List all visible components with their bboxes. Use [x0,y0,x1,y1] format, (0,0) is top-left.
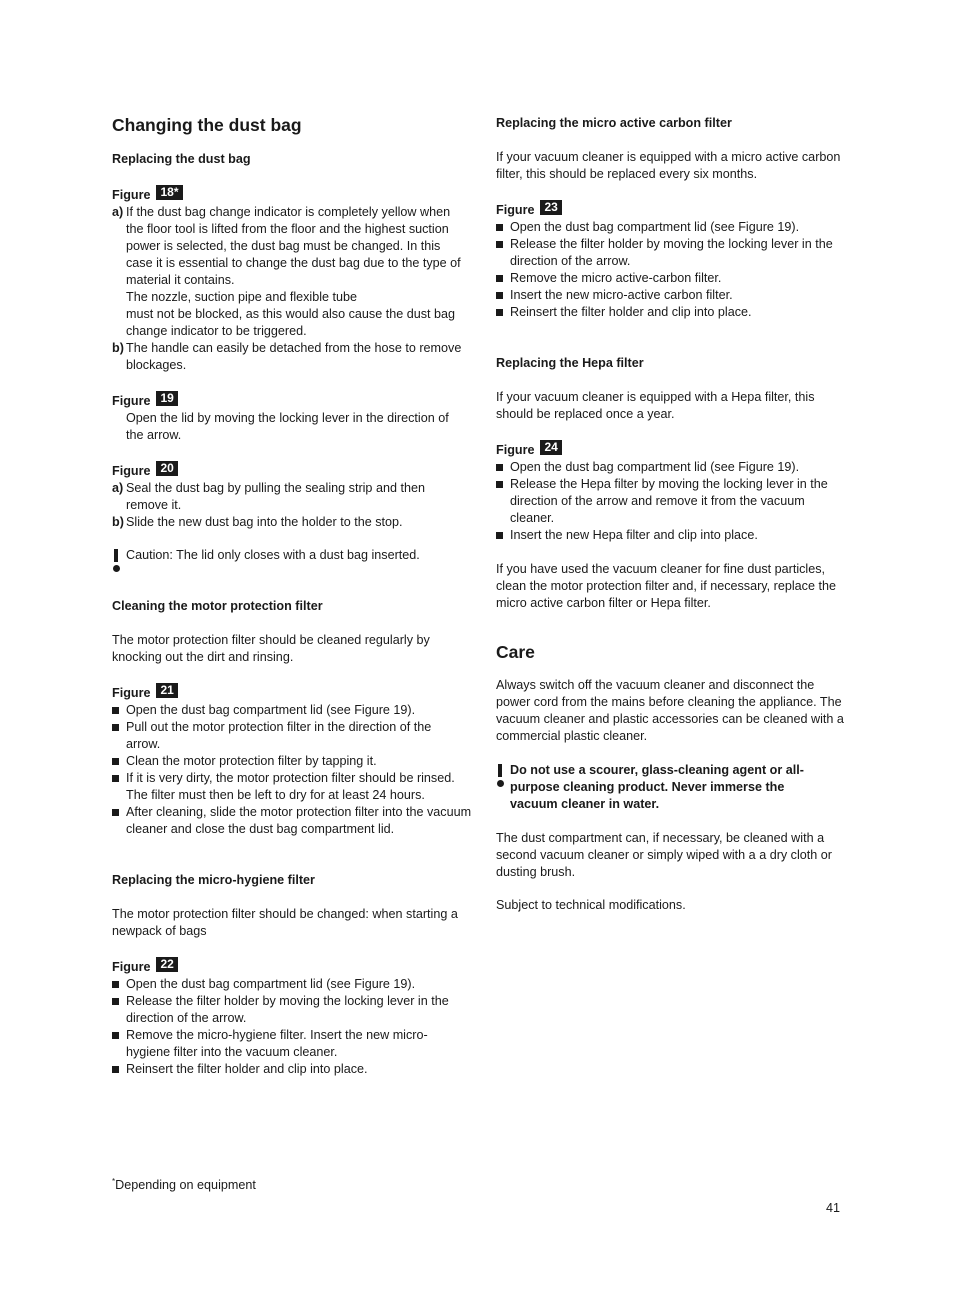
heading-cleaning-motor-filter: Cleaning the motor protection filter [112,599,323,613]
figure-label: Figure [496,443,535,457]
steps-list [112,702,462,787]
figure-number-badge: 22 [156,957,177,972]
list-item: Release the Hepa filter by moving the locking lever in the direction of the arrow and remove it from the vacuum cleaner. [496,476,844,527]
figure-label: Figure [112,464,151,478]
step-a [112,204,462,340]
section-title-care: Care [496,642,535,662]
section-title-changing-dust-bag: Changing the dust bag [112,115,302,135]
bullet-icon [112,724,119,731]
bullet-icon [112,809,119,816]
heading-micro-hygiene-filter: Replacing the micro-hygiene filter [112,873,315,887]
care-warning [496,762,844,813]
exclamation-icon [114,549,119,571]
list-item: Pull out the motor protection filter in the direction of the arrow. [112,719,462,753]
step-text: Slide the new dust bag into the holder to the stop. [126,515,403,529]
list-item: Open the dust bag compartment lid (see Figure 19). [112,976,462,993]
bullet-icon [112,707,119,714]
step-letter: a) [112,205,124,219]
step-b [112,340,462,374]
bullet-icon [112,1032,119,1039]
bullet-icon [496,464,503,471]
figure-label: Figure [112,960,151,974]
list-item: After cleaning, slide the motor protection filter into the vacuum cleaner and close the dust bag compartment lid. [112,804,474,838]
exclamation-icon [498,764,503,786]
bullet-icon [496,275,503,282]
steps-list [496,219,844,321]
bullet-icon [496,241,503,248]
paragraph: The motor protection filter should be cleaned regularly by knocking out the dirt and rinsing. [112,633,430,664]
step-text: The handle can easily be detached from the hose to remove blockages. [126,341,462,372]
step-text: If the dust bag change indicator is completely yellow when the floor tool is lifted from the floor and the highest suction power is selected, the dust bag must be changed. In this case it is essential to change the dust bag due to the type of material it contains. [126,205,461,287]
step-letter: b) [112,515,124,529]
heading-micro-carbon-filter: Replacing the micro active carbon filter [496,116,732,130]
footnote-mark: * [112,1177,116,1186]
list-item: Reinsert the filter holder and clip into place. [112,1061,462,1078]
figure-number-badge: 21 [156,683,177,698]
figure-20-ref [112,461,462,480]
bullet-icon [496,292,503,299]
step-letter: b) [112,341,124,355]
figure-number-badge: 18* [156,185,182,200]
bullet-icon [496,481,503,488]
steps-list [112,976,462,1078]
list-item: Open the dust bag compartment lid (see Figure 19). [496,459,844,476]
heading-replacing-dust-bag: Replacing the dust bag [112,152,251,166]
figure-label: Figure [112,394,151,408]
list-item: Insert the new Hepa filter and clip into place. [496,527,844,544]
list-item: Release the filter holder by moving the locking lever in the direction of the arrow. [496,236,844,270]
right-column [496,114,844,914]
list-item: Release the filter holder by moving the locking lever in the direction of the arrow. [112,993,462,1027]
list-item: Open the dust bag compartment lid (see Figure 19). [112,702,462,719]
step-text: The nozzle, suction pipe and flexible tube [126,290,358,304]
bullet-icon [496,309,503,316]
figure-19-ref [112,391,462,410]
steps-list [496,459,844,544]
paragraph: If your vacuum cleaner is equipped with a Hepa filter, this should be replaced once a year. [496,390,815,421]
caution-text: Caution: The lid only closes with a dust bag inserted. [126,548,420,562]
footnote-text: Depending on equipment [115,1178,256,1193]
bullet-icon [496,532,503,539]
left-column [112,114,472,1078]
list-item: Reinsert the filter holder and clip into place. [496,304,844,321]
paragraph: The motor protection filter should be changed: when starting a newpack of bags [112,907,458,938]
figure-18-ref [112,185,462,204]
steps-list [112,804,472,838]
bullet-icon [112,1066,119,1073]
bullet-icon [112,775,119,782]
step-note: The filter must then be left to dry for at least 24 hours. [126,788,425,802]
step-letter: a) [112,481,124,495]
figure-number-badge: 24 [540,440,561,455]
caution-note [112,547,462,564]
list-item: Remove the micro active-carbon filter. [496,270,844,287]
page-number: 41 [826,1201,841,1215]
step-text: Seal the dust bag by pulling the sealing strip and then remove it. [126,481,425,512]
bullet-icon [496,224,503,231]
list-item: Insert the new micro-active carbon filter. [496,287,844,304]
figure-24-ref [496,440,844,459]
bullet-icon [112,998,119,1005]
figure-label: Figure [112,686,151,700]
figure-number-badge: 23 [540,200,561,215]
list-item: If it is very dirty, the motor protection filter should be rinsed. [112,770,462,787]
bullet-icon [112,758,119,765]
step-text: Open the lid by moving the locking lever in the direction of the arrow. [126,411,449,442]
list-item: Clean the motor protection filter by tapping it. [112,753,462,770]
modifications-note: Subject to technical modifications. [496,898,686,912]
figure-number-badge: 20 [156,461,177,476]
paragraph: Always switch off the vacuum cleaner and disconnect the power cord from the mains before cleaning the appliance. The vacuum cleaner and plastic accessories can be cleaned with a commercial plastic cleaner. [496,678,844,743]
step-b [112,514,462,531]
step-a [112,480,462,514]
heading-hepa-filter: Replacing the Hepa filter [496,356,644,370]
footnote [112,1173,256,1194]
step-text: must not be blocked, as this would also cause the dust bag change indicator to be triggered. [126,307,456,338]
paragraph: If you have used the vacuum cleaner for fine dust particles, clean the motor protection filter and, if necessary, replace the micro active carbon filter or Hepa filter. [496,562,836,610]
figure-number-badge: 19 [156,391,177,406]
paragraph: If your vacuum cleaner is equipped with a micro active carbon filter, this should be replaced every six months. [496,150,841,181]
warning-text: Do not use a scourer, glass-cleaning agent or all-purpose cleaning product. Never immerse the vacuum cleaner in water. [510,763,804,811]
figure-23-ref [496,200,844,219]
figure-label: Figure [496,203,535,217]
bullet-icon [112,981,119,988]
paragraph: The dust compartment can, if necessary, be cleaned with a second vacuum cleaner or simply wiped with a a dry cloth or dusting brush. [496,831,832,879]
list-item: Remove the micro-hygiene filter. Insert the new micro-hygiene filter into the vacuum cleaner. [112,1027,462,1061]
list-item: Open the dust bag compartment lid (see Figure 19). [496,219,844,236]
figure-22-ref [112,957,462,976]
figure-21-ref [112,683,462,702]
figure-label: Figure [112,188,151,202]
